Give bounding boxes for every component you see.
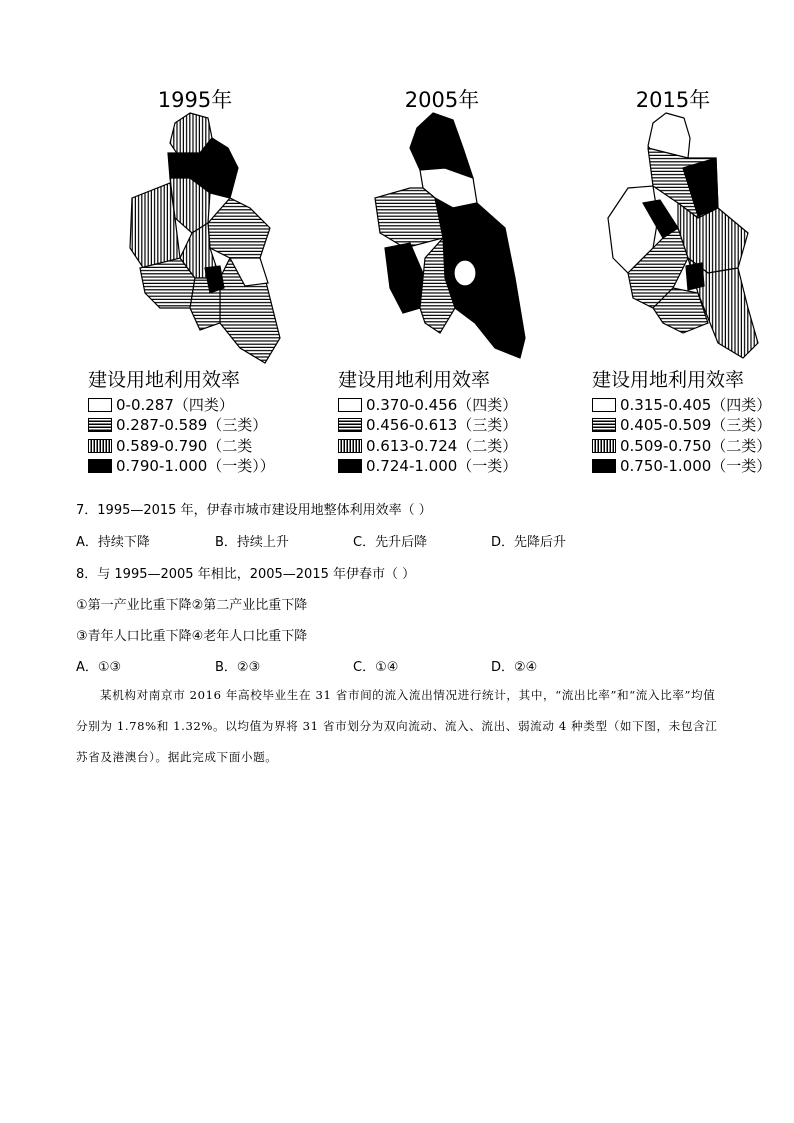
legend-title: 建设用地利用效率 xyxy=(592,369,745,391)
legend-item: 0.589-0.790（二类 xyxy=(88,436,275,457)
question-7-stem: 7．1995—2015 年，伊春市城市建设用地整体利用效率（ ） xyxy=(76,503,432,518)
legend-title: 建设用地利用效率 xyxy=(338,369,491,391)
option-b[interactable]: B．持续上升 xyxy=(215,535,289,550)
legend-2015 xyxy=(592,370,771,477)
legend-item: 0.790-1.000（一类）） xyxy=(88,456,275,477)
legend-title: 建设用地利用效率 xyxy=(88,369,241,391)
map-1995-title: 1995年 xyxy=(157,88,233,112)
option-c[interactable]: C．先升后降 xyxy=(353,535,428,550)
map-2015 xyxy=(598,108,768,368)
option-a[interactable]: A．①③ xyxy=(76,660,122,675)
question-8-line2: ③青年人口比重下降④老年人口比重下降 xyxy=(76,629,308,644)
option-a[interactable]: A．持续下降 xyxy=(76,535,150,550)
passage-text: 某机构对南京市 2016 年高校毕业生在 31 省市间的流入流出情况进行统计，其中，“流出比率”和“流入比率”均值分别为 1.78%和 1.32%。以均值为界将 31 省市划分为双向流动、流入、流出、弱流动 4 种类型（如下图，未包含江苏省及港澳台）。据此完成下面小题。 xyxy=(76,688,718,764)
legend-item: 0.370-0.456（四类） xyxy=(338,395,517,416)
map-2005 xyxy=(365,108,535,368)
question-8-stem: 8．与 1995—2005 年相比，2005—2015 年伊春市（ ） xyxy=(76,567,416,582)
option-d[interactable]: D．先降后升 xyxy=(491,535,567,550)
legend-item: 0.315-0.405（四类） xyxy=(592,395,771,416)
legend-item: 0.750-1.000（一类） xyxy=(592,456,771,477)
legend-2005 xyxy=(338,370,517,477)
legend-item: 0.613-0.724（二类） xyxy=(338,436,517,457)
option-c[interactable]: C．①④ xyxy=(353,660,399,675)
legend-item: 0.287-0.589（三类） xyxy=(88,415,275,436)
legend-1995 xyxy=(88,370,275,477)
question-8-line1: ①第一产业比重下降②第二产业比重下降 xyxy=(76,598,308,613)
legend-item: 0.724-1.000（一类） xyxy=(338,456,517,477)
option-b[interactable]: B．②③ xyxy=(215,660,261,675)
map-1995 xyxy=(120,108,290,368)
option-d[interactable]: D．②④ xyxy=(491,660,538,675)
map-2005-title: 2005年 xyxy=(404,88,480,112)
legend-item: 0.405-0.509（三类） xyxy=(592,415,771,436)
legend-item: 0.509-0.750（二类） xyxy=(592,436,771,457)
map-2015-title: 2015年 xyxy=(635,88,711,112)
legend-item: 0-0.287（四类） xyxy=(88,395,275,416)
legend-item: 0.456-0.613（三类） xyxy=(338,415,517,436)
